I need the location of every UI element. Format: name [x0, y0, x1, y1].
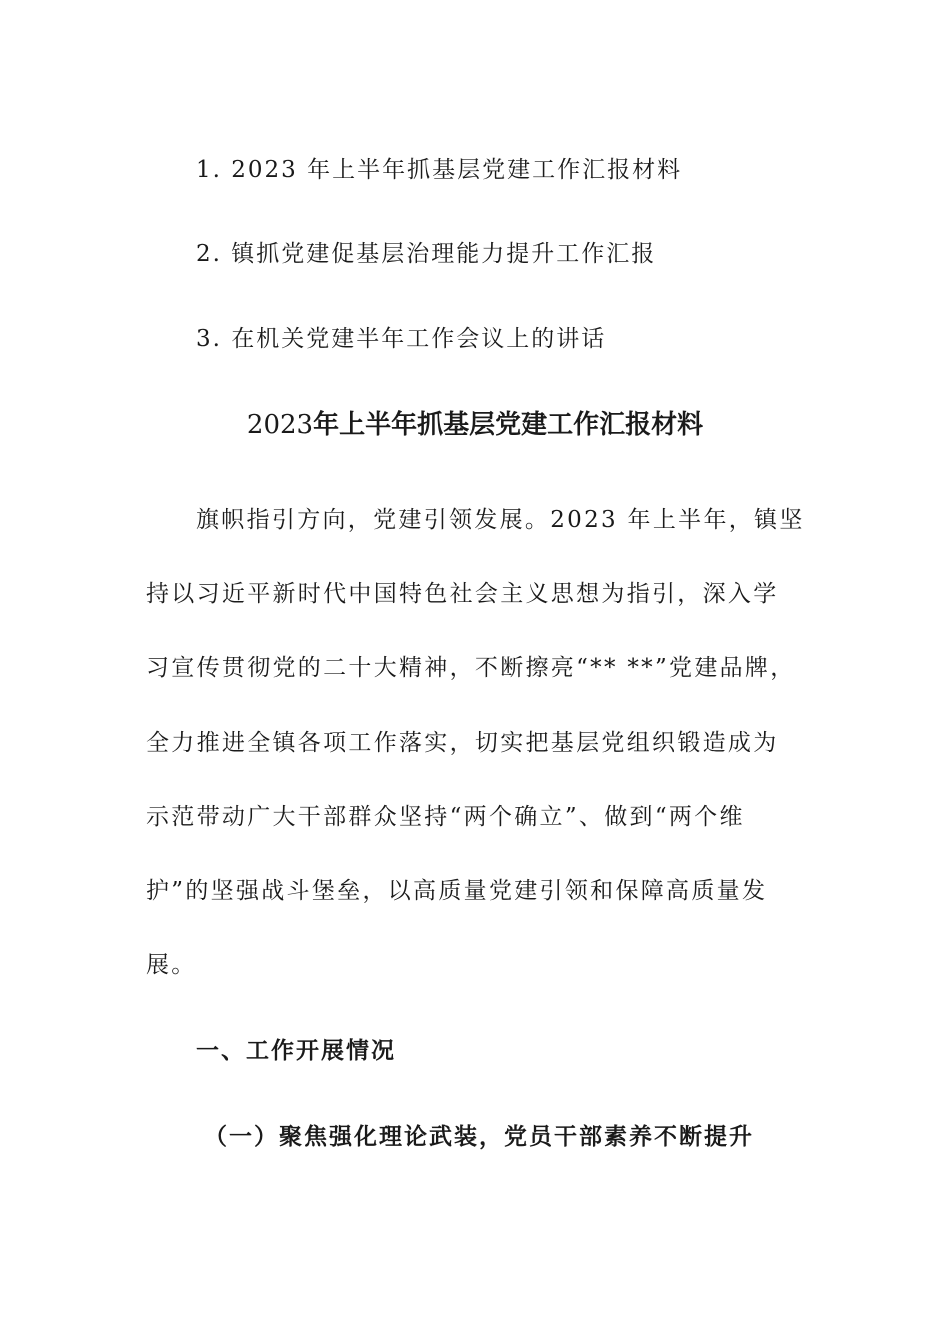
intro-paragraph-line: 护”的坚强战斗堡垒，以高质量党建引领和保障高质量发: [146, 878, 768, 904]
intro-paragraph-line: 展。: [146, 952, 197, 978]
toc-item-3: 3. 在机关党建半年工作会议上的讲话: [196, 326, 607, 352]
document-title-number: 2023: [246, 410, 314, 440]
toc-item-2: 2. 镇抓党建促基层治理能力提升工作汇报: [196, 241, 657, 267]
intro-paragraph-line: 习宣传贯彻党的二十大精神，不断擦亮“** **”党建品牌，: [146, 655, 796, 681]
toc-item-1: 1. 2023 年上半年抓基层党建工作汇报材料: [196, 157, 683, 183]
intro-paragraph-line: 示范带动广大干部群众坚持“两个确立”、做到“两个维: [146, 804, 745, 830]
intro-paragraph-line: 旗帜指引方向，党建引领发展。2023 年上半年，镇坚: [196, 507, 805, 533]
section-heading: 一、工作开展情况: [196, 1037, 396, 1064]
intro-paragraph-line: 持以习近平新时代中国特色社会主义思想为指引，深入学: [146, 581, 779, 607]
document-title-text: 年上半年抓基层党建工作汇报材料: [313, 410, 704, 440]
intro-paragraph-line: 全力推进全镇各项工作落实，切实把基层党组织锻造成为: [146, 730, 779, 756]
document-title: [0, 408, 950, 442]
subsection-heading: （一）聚焦强化理论武装，党员干部素养不断提升: [204, 1123, 754, 1150]
